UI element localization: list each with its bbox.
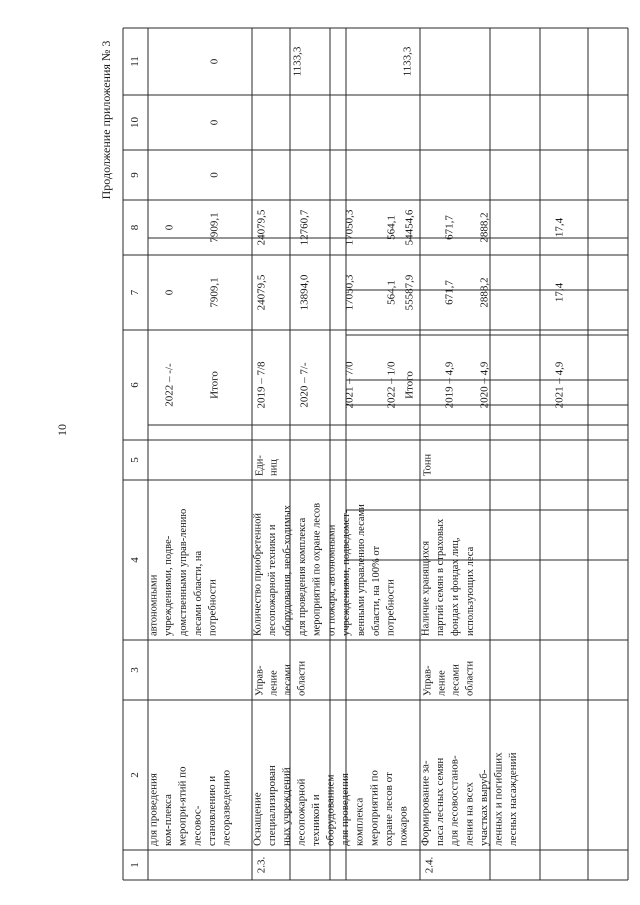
value-col11: 1133,3 [291, 46, 304, 77]
column-number: 11 [129, 56, 142, 67]
page-number: 10 [55, 424, 69, 436]
row-indicator: потребности [207, 579, 219, 636]
column-number: 10 [129, 117, 142, 128]
row-year: 2021 – 7/0 [343, 361, 356, 409]
value-col8: 564,1 [385, 215, 398, 240]
value-col7: 13894,0 [298, 274, 311, 311]
value-col11: 0 [208, 58, 221, 65]
row-name: становлению и [205, 775, 218, 846]
value-col7: 671,7 [443, 280, 456, 305]
value-col8: 24079,5 [255, 209, 268, 246]
row-unit: Еди- [254, 455, 266, 476]
column-number: 7 [129, 289, 142, 296]
value-col7: 0 [163, 289, 176, 296]
row-indicator: оборудования, необ-ходимых [282, 504, 294, 636]
row-indicator: потребности [385, 579, 397, 636]
row-name: паса лесных семян [434, 757, 447, 846]
value-col7: 24079,5 [255, 274, 268, 311]
value-col8: 12760,7 [298, 209, 311, 246]
row-year: 2020 – 4,9 [478, 361, 491, 409]
row-name: меропри-ятий по [176, 766, 189, 846]
row-name: Формирование за- [419, 760, 432, 846]
row-indicator: венными управлению лесами [356, 504, 368, 636]
continuation-header: Продолжение приложения № 3 [99, 40, 113, 200]
row-indicator: лесопожарной техники и [267, 524, 279, 636]
value-col7: 17050,3 [343, 274, 356, 311]
row-year: 2021 – 4,9 [553, 361, 566, 409]
value-col10: 0 [208, 119, 221, 126]
value-col8: 17,4 [553, 217, 566, 238]
row-name: лесовос- [191, 805, 204, 846]
data-table [123, 28, 628, 880]
column-number: 3 [129, 667, 142, 673]
value-col9: 0 [208, 172, 221, 178]
column-number: 2 [129, 772, 142, 778]
value-col7: 2888,2 [478, 277, 491, 308]
value-col7: 564,1 [385, 280, 398, 305]
row-unit: Тонн [422, 453, 434, 476]
row-year: Итого [208, 371, 221, 399]
row-indicator: использующих леса [464, 546, 476, 636]
row-executor: области [464, 660, 476, 696]
row-number: 2.4. [423, 856, 436, 874]
row-executor: ление [436, 670, 448, 696]
row-number: 2.3. [255, 856, 268, 874]
row-year: 2019 – 7/8 [255, 361, 268, 409]
row-indicator: мероприятий по охране лесов [311, 502, 323, 636]
row-year: 2019 – 4,9 [443, 361, 456, 409]
column-number: 4 [129, 557, 142, 563]
row-name: лесоразведению [220, 769, 233, 846]
column-number: 6 [129, 382, 142, 388]
row-unit: ниц [268, 459, 280, 476]
column-number: 1 [129, 862, 142, 868]
row-executor: ление [268, 670, 280, 696]
row-name: для лесовосстанов- [448, 755, 461, 846]
row-year: 2020 – 7/- [298, 362, 311, 408]
row-name: ленных и погибших [492, 752, 505, 846]
row-indicator: учреждениями, подведомст- [341, 509, 353, 636]
row-name: техникой и [309, 794, 322, 846]
row-indicator: области, на 100% от [370, 545, 382, 636]
row-indicator: лесами области, на [192, 550, 204, 636]
row-name: комплекса [353, 797, 366, 846]
row-year: Итого [403, 371, 416, 399]
row-name: для проведения [147, 773, 160, 846]
value-col8: 671,7 [443, 215, 456, 240]
value-col7: 17,4 [553, 282, 566, 303]
row-name: Оснащение [251, 792, 264, 846]
row-indicator: фондах и фондах лиц, [450, 537, 462, 636]
column-number: 5 [129, 457, 142, 463]
row-year: 2022 – -/- [163, 363, 176, 407]
row-name: лесных насаждений [507, 752, 520, 846]
row-indicator: от пожара, автономными [326, 524, 338, 636]
value-col8: 54454,6 [403, 209, 416, 246]
row-indicator: партий семян в страховых [435, 518, 447, 636]
row-indicator: учреждениями, подве- [163, 535, 175, 636]
row-name: охране лесов от [382, 772, 395, 846]
row-executor: Управ- [422, 665, 434, 696]
row-executor: лесами [282, 664, 294, 696]
row-name: ком-плекса [162, 794, 175, 846]
row-name: участках выруб- [477, 769, 490, 846]
row-indicator: для проведения комплекса [296, 517, 308, 636]
column-number: 8 [129, 224, 142, 231]
row-indicator: Количество приобретенной [252, 512, 264, 636]
row-name: мероприятий по [368, 770, 381, 846]
row-executor: области [296, 660, 308, 696]
value-col8: 17050,3 [343, 209, 356, 246]
row-name: ления на всех [463, 782, 476, 846]
value-col7: 55587,9 [403, 274, 416, 311]
row-executor: Управ- [254, 665, 266, 696]
value-col8: 0 [163, 224, 176, 231]
row-name: лесопожарной [295, 778, 308, 846]
row-executor: лесами [450, 664, 462, 696]
row-name: оборудованием [324, 774, 337, 846]
row-name: пожаров [397, 806, 410, 846]
value-col8: 2888,2 [478, 212, 491, 243]
column-number: 9 [129, 172, 142, 178]
value-col7: 7909,1 [208, 277, 221, 308]
row-name: специализирован [266, 765, 279, 846]
row-year: 2022 – 1/0 [385, 361, 398, 409]
row-indicator: домственными управ-лению [178, 508, 190, 636]
row-indicator: Наличие хранящихся [420, 540, 432, 636]
row-name: для проведения [339, 773, 352, 846]
row-name: ных учреждений [280, 767, 293, 846]
row-indicator: автономными [148, 574, 160, 636]
value-col11: 1133,3 [401, 46, 414, 77]
value-col8: 7909,1 [208, 212, 221, 243]
